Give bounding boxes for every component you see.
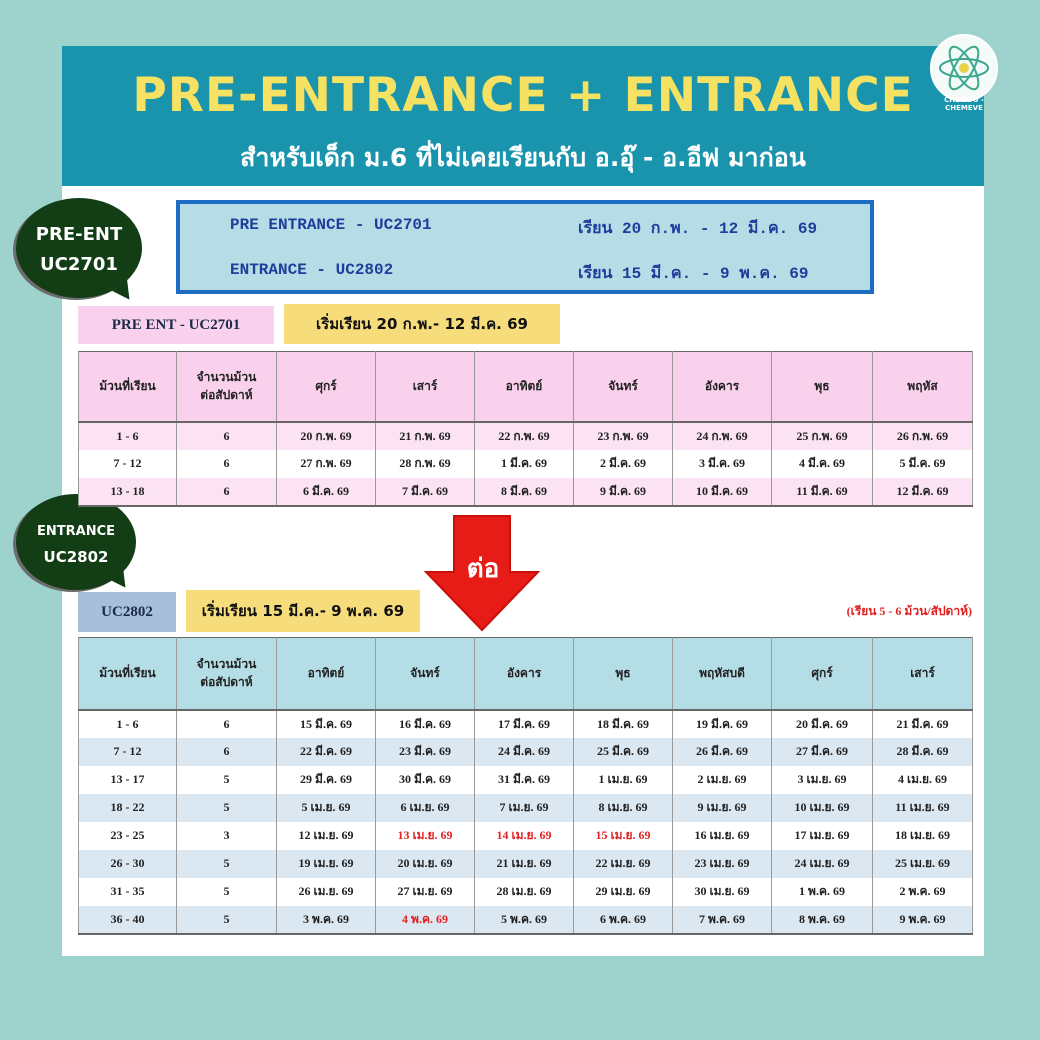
column-header xyxy=(873,638,973,710)
table-cell: 22 ก.พ. 69 xyxy=(475,422,574,450)
column-header-text: จันทร์ xyxy=(608,379,638,394)
table-cell: 2 เม.ย. 69 xyxy=(673,766,772,794)
table-cell: 21 ก.พ. 69 xyxy=(376,422,475,450)
table-cell: 23 เม.ย. 69 xyxy=(673,850,772,878)
table-cell: 13 - 17 xyxy=(79,766,177,794)
table-row xyxy=(79,450,973,478)
column-header-text: พฤหัสบดี xyxy=(699,666,745,681)
table-cell: 8 เม.ย. 69 xyxy=(574,794,673,822)
arrow-label: ต่อ xyxy=(466,554,500,584)
pre-ent-schedule-table xyxy=(78,351,973,507)
table-cell: 1 เม.ย. 69 xyxy=(574,766,673,794)
summary-pre-dates: เรียน 20 ก.พ. - 12 มี.ค. 69 xyxy=(578,220,818,238)
table-cell: 21 มี.ค. 69 xyxy=(873,710,973,738)
column-header xyxy=(475,352,574,422)
table-cell: 4 เม.ย. 69 xyxy=(873,766,973,794)
table-cell: 25 มี.ค. 69 xyxy=(574,738,673,766)
table-cell: 6 xyxy=(177,450,277,478)
column-header xyxy=(475,638,574,710)
column-header xyxy=(673,352,772,422)
column-header xyxy=(277,352,376,422)
table-cell: 22 มี.ค. 69 xyxy=(277,738,376,766)
pre-ent-badge-line1: PRE-ENT xyxy=(35,224,123,245)
table-cell: 6 พ.ค. 69 xyxy=(574,906,673,934)
column-header-text: เสาร์ xyxy=(412,379,438,394)
table-cell: 2 พ.ค. 69 xyxy=(873,878,973,906)
table-cell: 7 - 12 xyxy=(79,450,177,478)
pre-ent-course-chip: PRE ENT - UC2701 xyxy=(78,306,274,344)
table-cell: 12 มี.ค. 69 xyxy=(873,478,973,506)
table-cell: 6 เม.ย. 69 xyxy=(376,794,475,822)
column-header-text: ม้วนที่เรียน xyxy=(99,379,156,394)
pre-ent-start-chip: เริ่มเรียน 20 ก.พ.- 12 มี.ค. 69 xyxy=(284,304,560,344)
table-cell: 9 พ.ค. 69 xyxy=(873,906,973,934)
column-header-text: จำนวนม้วน xyxy=(196,657,257,672)
page-subtitle: สำหรับเด็ก ม.6 ที่ไม่เคยเรียนกับ อ.อุ๊ - อ.อีฟ มาก่อน xyxy=(240,143,806,172)
table-cell: 26 - 30 xyxy=(79,850,177,878)
table-row xyxy=(79,478,973,506)
table-cell: 1 - 6 xyxy=(79,422,177,450)
table-cell: 36 - 40 xyxy=(79,906,177,934)
table-cell: 25 ก.พ. 69 xyxy=(772,422,873,450)
table-cell: 18 มี.ค. 69 xyxy=(574,710,673,738)
table-cell: 5 xyxy=(177,906,277,934)
table-cell: 8 มี.ค. 69 xyxy=(475,478,574,506)
table-cell: 31 - 35 xyxy=(79,878,177,906)
table-cell: 27 เม.ย. 69 xyxy=(376,878,475,906)
table-cell: 6 มี.ค. 69 xyxy=(277,478,376,506)
table-cell: 30 เม.ย. 69 xyxy=(673,878,772,906)
column-header-text: อาทิตย์ xyxy=(307,666,345,681)
table-cell: 18 - 22 xyxy=(79,794,177,822)
column-header xyxy=(277,638,376,710)
column-header-text: อาทิตย์ xyxy=(505,379,543,394)
table-cell: 5 xyxy=(177,878,277,906)
column-header-text: เสาร์ xyxy=(910,666,935,681)
table-cell: 26 มี.ค. 69 xyxy=(673,738,772,766)
table-row xyxy=(79,822,973,850)
table-row xyxy=(79,878,973,906)
table-cell: 14 เม.ย. 69 xyxy=(475,822,574,850)
table-cell: 16 เม.ย. 69 xyxy=(673,822,772,850)
table-row xyxy=(79,422,973,450)
table-cell: 9 เม.ย. 69 xyxy=(673,794,772,822)
table-cell: 17 เม.ย. 69 xyxy=(772,822,873,850)
column-header xyxy=(772,352,873,422)
summary-ent-dates: เรียน 15 มี.ค. - 9 พ.ค. 69 xyxy=(578,265,809,283)
table-cell: 5 xyxy=(177,766,277,794)
table-cell: 5 xyxy=(177,794,277,822)
table-cell: 7 พ.ค. 69 xyxy=(673,906,772,934)
table-cell: 26 ก.พ. 69 xyxy=(873,422,973,450)
table-cell: 28 ก.พ. 69 xyxy=(376,450,475,478)
table-cell: 24 ก.พ. 69 xyxy=(673,422,772,450)
table-cell: 25 เม.ย. 69 xyxy=(873,850,973,878)
table-cell: 4 พ.ค. 69 xyxy=(376,906,475,934)
table-cell: 20 เม.ย. 69 xyxy=(376,850,475,878)
entrance-schedule-table xyxy=(78,637,973,935)
table-cell: 3 พ.ค. 69 xyxy=(277,906,376,934)
table-cell: 15 มี.ค. 69 xyxy=(277,710,376,738)
column-header-text: ม้วนที่เรียน xyxy=(99,666,156,681)
column-header-text: อังคาร xyxy=(506,666,542,681)
table-cell: 6 xyxy=(177,478,277,506)
table-cell: 6 xyxy=(177,422,277,450)
table-cell: 10 มี.ค. 69 xyxy=(673,478,772,506)
table-cell: 24 มี.ค. 69 xyxy=(475,738,574,766)
column-header-text: พุธ xyxy=(814,379,830,394)
column-header xyxy=(376,638,475,710)
table-cell: 18 เม.ย. 69 xyxy=(873,822,973,850)
table-row xyxy=(79,794,973,822)
table-cell: 9 มี.ค. 69 xyxy=(574,478,673,506)
column-header xyxy=(79,638,177,710)
table-cell: 3 มี.ค. 69 xyxy=(673,450,772,478)
column-header-text: พฤหัส xyxy=(907,379,938,394)
table-cell: 5 เม.ย. 69 xyxy=(277,794,376,822)
table-row xyxy=(79,906,973,934)
table-cell: 19 เม.ย. 69 xyxy=(277,850,376,878)
page-title: PRE-ENTRANCE + ENTRANCE xyxy=(132,68,914,123)
table-cell: 24 เม.ย. 69 xyxy=(772,850,873,878)
table-cell: 28 มี.ค. 69 xyxy=(873,738,973,766)
table-cell: 5 พ.ค. 69 xyxy=(475,906,574,934)
table-cell: 1 มี.ค. 69 xyxy=(475,450,574,478)
table-row xyxy=(79,766,973,794)
table-row xyxy=(79,738,973,766)
entrance-badge-line1: ENTRANCE xyxy=(37,524,115,539)
table-cell: 23 ก.พ. 69 xyxy=(574,422,673,450)
column-header-text: ศุกร์ xyxy=(315,379,337,394)
table-cell: 2 มี.ค. 69 xyxy=(574,450,673,478)
table-cell: 6 xyxy=(177,738,277,766)
table-cell: 23 มี.ค. 69 xyxy=(376,738,475,766)
table-cell: 15 เม.ย. 69 xyxy=(574,822,673,850)
column-header xyxy=(772,638,873,710)
table-cell: 10 เม.ย. 69 xyxy=(772,794,873,822)
table-cell: 13 - 18 xyxy=(79,478,177,506)
column-header-text: จำนวนม้วน xyxy=(196,370,257,385)
table-cell: 21 เม.ย. 69 xyxy=(475,850,574,878)
column-header xyxy=(79,352,177,422)
column-header xyxy=(873,352,973,422)
table-cell: 30 มี.ค. 69 xyxy=(376,766,475,794)
table-cell: 27 ก.พ. 69 xyxy=(277,450,376,478)
column-header xyxy=(177,352,277,422)
table-cell: 29 มี.ค. 69 xyxy=(277,766,376,794)
summary-ent-course: ENTRANCE - UC2802 xyxy=(230,261,394,279)
column-header-text: อังคาร xyxy=(704,379,740,394)
table-cell: 11 เม.ย. 69 xyxy=(873,794,973,822)
table-cell: 20 ก.พ. 69 xyxy=(277,422,376,450)
table-cell: 8 พ.ค. 69 xyxy=(772,906,873,934)
pre-ent-badge-line2: UC2701 xyxy=(40,254,118,275)
table-cell: 16 มี.ค. 69 xyxy=(376,710,475,738)
table-row xyxy=(79,850,973,878)
column-header xyxy=(574,352,673,422)
table-cell: 26 เม.ย. 69 xyxy=(277,878,376,906)
table-cell: 17 มี.ค. 69 xyxy=(475,710,574,738)
table-cell: 6 xyxy=(177,710,277,738)
table-cell: 5 มี.ค. 69 xyxy=(873,450,973,478)
atom-logo-icon xyxy=(930,34,998,102)
table-cell: 7 มี.ค. 69 xyxy=(376,478,475,506)
table-cell: 5 xyxy=(177,850,277,878)
table-cell: 13 เม.ย. 69 xyxy=(376,822,475,850)
table-cell: 27 มี.ค. 69 xyxy=(772,738,873,766)
column-header xyxy=(177,638,277,710)
table-cell: 1 - 6 xyxy=(79,710,177,738)
table-cell: 23 - 25 xyxy=(79,822,177,850)
table-cell: 7 - 12 xyxy=(79,738,177,766)
table-cell: 3 เม.ย. 69 xyxy=(772,766,873,794)
column-header xyxy=(673,638,772,710)
table-cell: 29 เม.ย. 69 xyxy=(574,878,673,906)
course-summary-box xyxy=(176,200,874,294)
column-header-text: จันทร์ xyxy=(410,666,440,681)
pre-ent-badge xyxy=(16,198,142,298)
entrance-badge-line2: UC2802 xyxy=(43,548,109,566)
table-cell: 19 มี.ค. 69 xyxy=(673,710,772,738)
column-header-text: ต่อสัปดาห์ xyxy=(200,388,253,403)
column-header-text: พุธ xyxy=(615,666,631,681)
entrance-course-chip: UC2802 xyxy=(78,592,176,632)
table-cell: 1 พ.ค. 69 xyxy=(772,878,873,906)
logo-text: CHEMOU - CHEMEVE xyxy=(944,96,984,112)
table-cell: 4 มี.ค. 69 xyxy=(772,450,873,478)
entrance-badge xyxy=(16,494,136,590)
table-cell: 7 เม.ย. 69 xyxy=(475,794,574,822)
summary-pre-course: PRE ENTRANCE - UC2701 xyxy=(230,216,432,234)
column-header xyxy=(376,352,475,422)
table-cell: 22 เม.ย. 69 xyxy=(574,850,673,878)
table-cell: 11 มี.ค. 69 xyxy=(772,478,873,506)
column-header-text: ต่อสัปดาห์ xyxy=(200,675,253,690)
table-cell: 12 เม.ย. 69 xyxy=(277,822,376,850)
table-cell: 28 เม.ย. 69 xyxy=(475,878,574,906)
column-header xyxy=(574,638,673,710)
column-header-text: ศุกร์ xyxy=(811,666,833,681)
table-cell: 20 มี.ค. 69 xyxy=(772,710,873,738)
table-cell: 31 มี.ค. 69 xyxy=(475,766,574,794)
entrance-start-chip: เริ่มเรียน 15 มี.ค.- 9 พ.ค. 69 xyxy=(186,590,420,632)
table-row xyxy=(79,710,973,738)
table-cell: 3 xyxy=(177,822,277,850)
weekly-note: (เรียน 5 - 6 ม้วน/สัปดาห์) xyxy=(846,604,972,618)
